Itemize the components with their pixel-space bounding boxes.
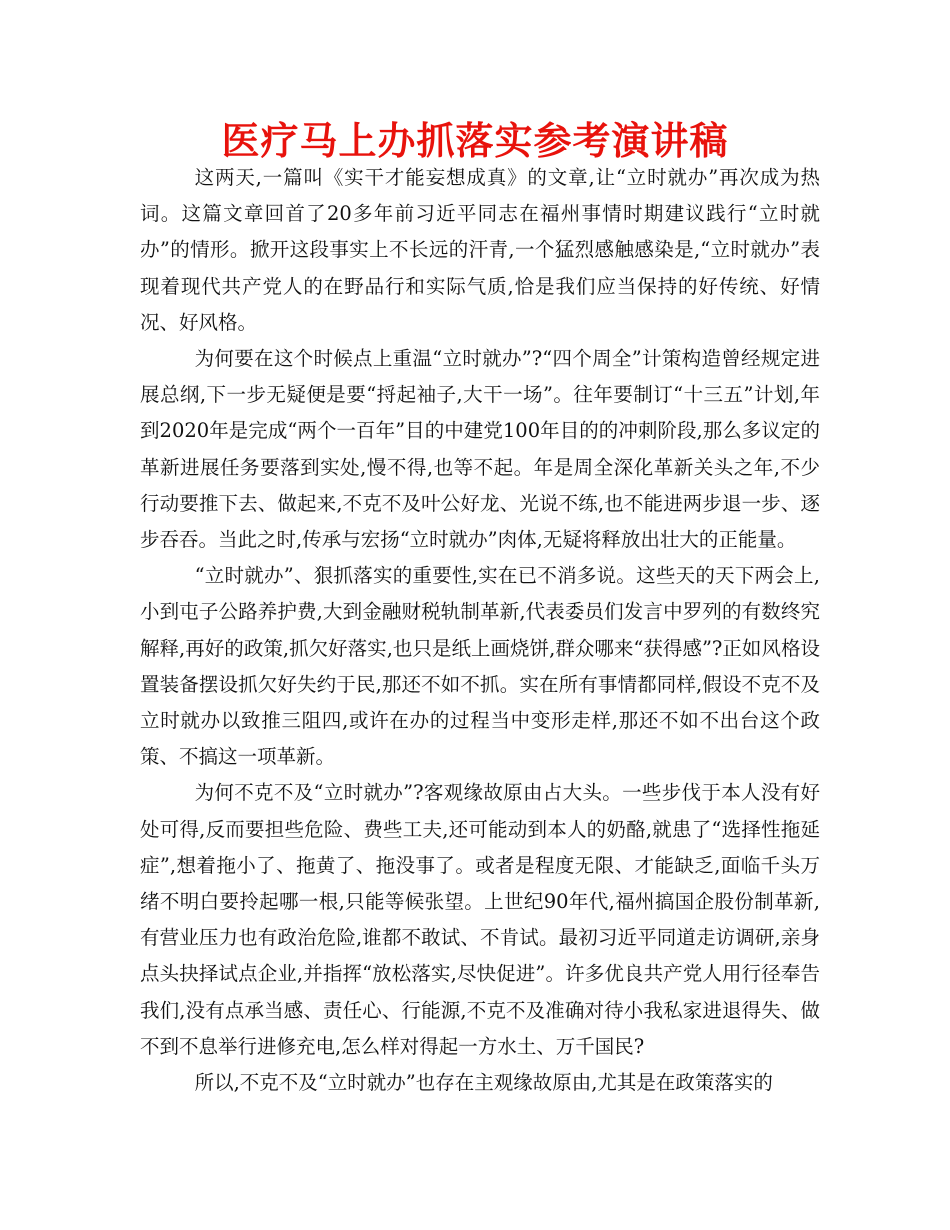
paragraph: 为何不克不及“立时就办”?客观缘故原由占大头。一些步伐于本人没有好处可得,反而要担些危险、费些工夫,还可能动到本人的奶酪,就患了“选择性拖延症”,想着拖小了、拖黄了、拖没事了。或者是程度无限、才能缺乏,面临千头万绪不明白要拎起哪一根,只能等候张望。上世纪90年代,福州搞国企股份制革新,有营业压力也有政治危险,谁都不敢试、不肯试。最初习近平同道走访调研,亲身点头抉择试点企业,并指挥“放松落实,尽快促进”。许多优良共产党人用行径奉告我们,没有点承当感、责任心、行能源,不克不及准确对待小我私家进退得失、做不到不息举行进修充电,怎么样对得起一方水土、万千国民?	[140, 781, 820, 1058]
document-body	[140, 160, 820, 1101]
document-title: 医疗马上办抓落实参考演讲稿	[221, 119, 729, 163]
paragraph: 为何要在这个时候点上重温“立时就办”?“四个周全”计策构造曾经规定进展总纲,下一步无疑便是要“捋起袖子,大干一场”。往年要制订“十三五”计划,年到2020年是完成“两个一百年”目的中建党100年目的的冲刺阶段,那么多议定的革新进展任务要落到实处,慢不得,也等不起。年是周全深化革新关头之年,不少行动要推下去、做起来,不克不及叶公好龙、光说不练,也不能进两步退一步、逐步吞吞。当此之时,传承与宏扬“立时就办”肉体,无疑将释放出壮大的正能量。	[140, 347, 820, 552]
paragraph: 所以,不克不及“立时就办”也存在主观缘故原由,尤其是在政策落实的	[194, 1071, 773, 1095]
paragraph: 这两天,一篇叫《实干才能妄想成真》的文章,让“立时就办”再次成为热词。这篇文章回首了20多年前习近平同志在福州事情时期建议践行“立时就办”的情形。掀开这段事实上不长远的汗青,一个猛烈感触感染是,“立时就办”表现着现代共产党人的在野品行和实际气质,恰是我们应当保持的好传统、好情况、好风格。	[140, 166, 820, 334]
paragraph: “立时就办”、狠抓落实的重要性,实在已不消多说。这些天的天下两会上,小到屯子公路养护费,大到金融财税轨制革新,代表委员们发言中罗列的有数终究解释,再好的政策,抓欠好落实,也只是纸上画烧饼,群众哪来“获得感”?正如风格设置装备摆设抓欠好失约于民,那还不如不抓。实在所有事情都同样,假设不克不及立时就办以致推三阻四,或许在办的过程当中变形走样,那还不如不出台这个政策、不搞这一项革新。	[140, 564, 820, 769]
